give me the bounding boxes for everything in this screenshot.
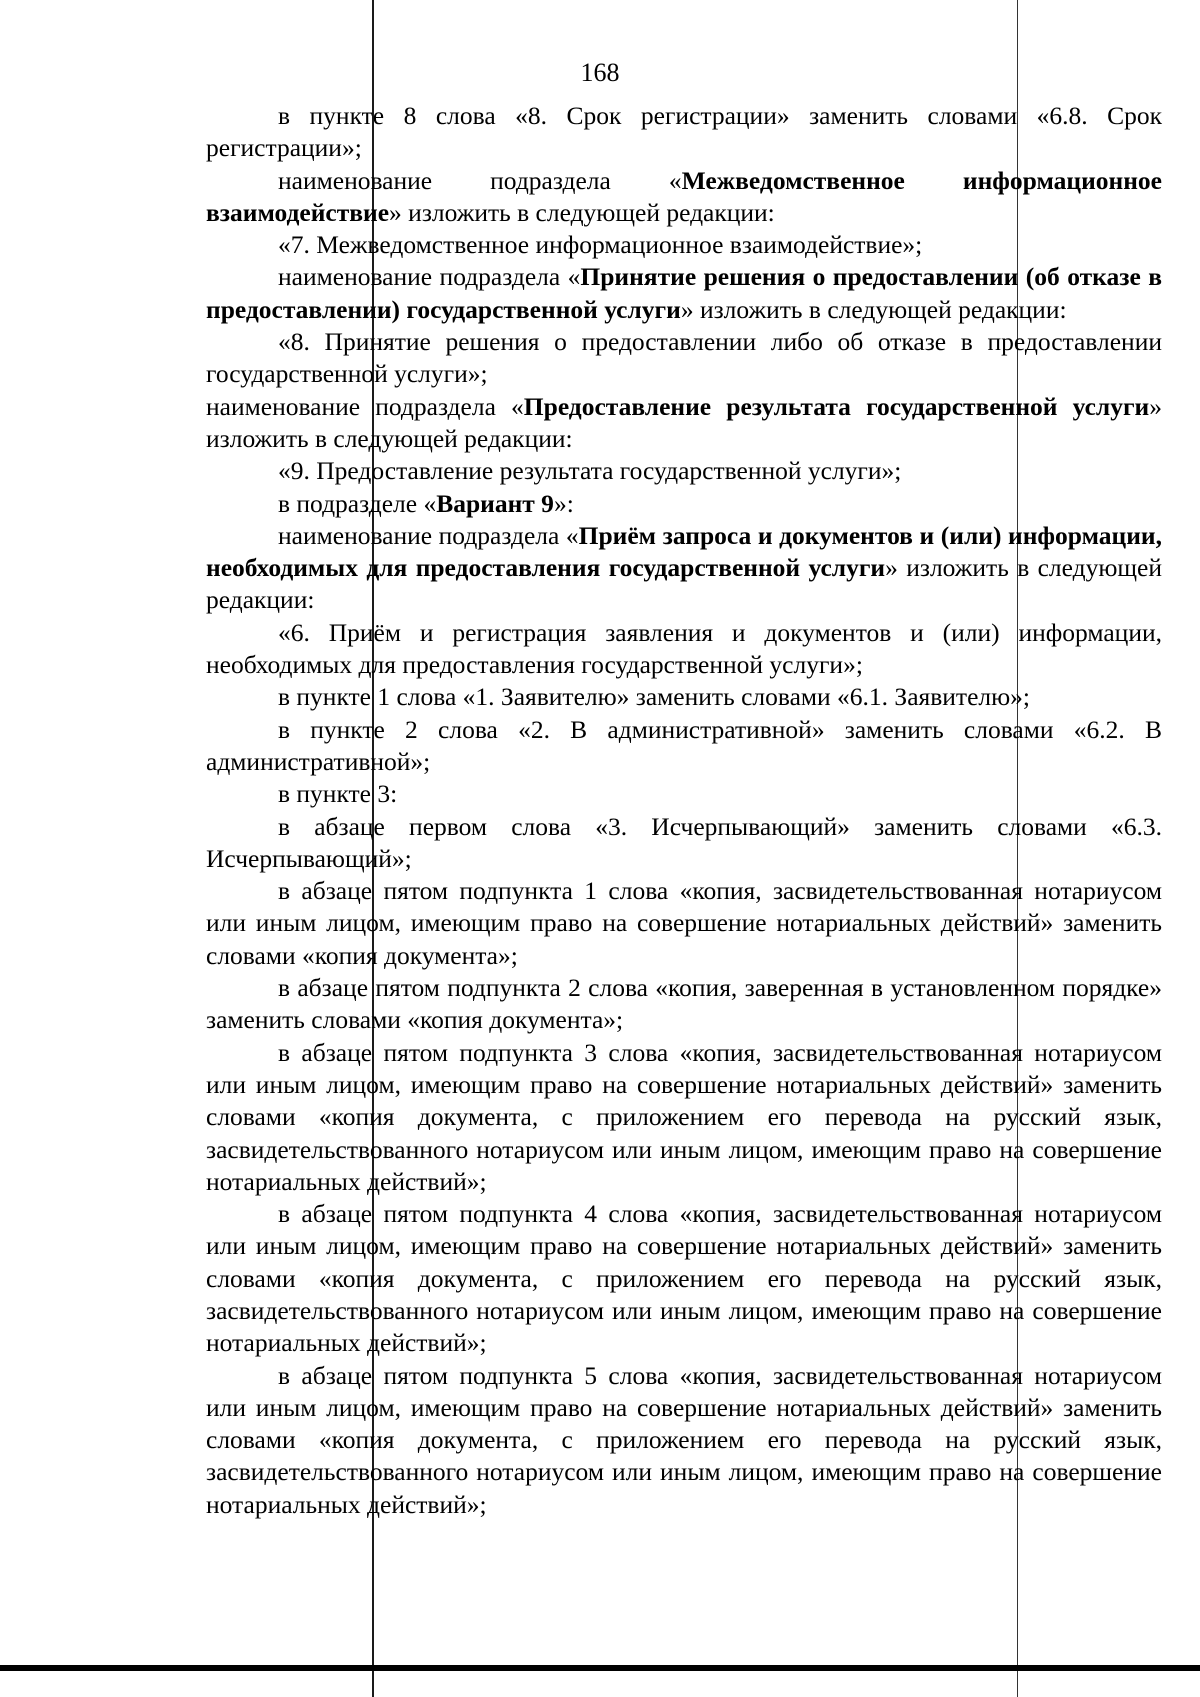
- text-run: » изложить в следующей редакции:: [680, 294, 1067, 324]
- text-run: в абзаце пятом подпункта 5 слова «копия, засвидетельствованная нотариусом или иным лицом, имеющим право на совершение нотариальных действий» заменить словами «копия документа, с приложением его перевода на русский язык, засвидетельствованного нотариусом или иным лицом, имеющим право на совершение нотариальных действий»;: [206, 1360, 1162, 1519]
- text-run: в пункте 2 слова «2. В административной» заменить словами «6.2. В административной»;: [206, 714, 1162, 776]
- paragraph: [206, 326, 1162, 391]
- paragraph: [206, 811, 1162, 876]
- text-run: в абзаце пятом подпункта 4 слова «копия, засвидетельствованная нотариусом или иным лицом, имеющим право на совершение нотариальных действий» заменить словами «копия документа, с приложением его перевода на русский язык, засвидетельствованного нотариусом или иным лицом, имеющим право на совершение нотариальных действий»;: [206, 1199, 1162, 1358]
- bold-run: Принятие решения о предоставлении (об отказе в предоставлении) государственной услуги: [206, 262, 1162, 324]
- paragraph: [206, 488, 1162, 520]
- text-run: в пункте 1 слова «1. Заявителю» заменить словами «6.1. Заявителю»;: [278, 682, 1031, 712]
- text-run: «9. Предоставление результата государственной услуги»;: [278, 456, 902, 486]
- bold-run: Приём запроса и документов и (или) информации, необходимых для предоставления государственной услуги: [206, 520, 1162, 583]
- text-run: » изложить в следующей редакции:: [206, 391, 1162, 453]
- bold-run: Вариант 9: [436, 488, 554, 518]
- text-run: в пункте 8 слова «8. Срок регистрации» заменить словами «6.8. Срок регистрации»;: [206, 101, 1162, 163]
- text-run: » изложить в следующей редакции:: [206, 553, 1162, 615]
- text-run: «7. Межведомственное информационное взаимодействие»;: [278, 230, 923, 260]
- paragraph: [206, 1037, 1162, 1198]
- paragraph: [206, 617, 1162, 682]
- text-run: наименование подраздела «: [278, 165, 682, 195]
- paragraph: [206, 714, 1162, 779]
- paragraph: [206, 100, 1162, 165]
- paragraph: [206, 681, 1162, 713]
- text-run: в пункте 3:: [278, 779, 398, 809]
- text-run: наименование подраздела «: [206, 391, 524, 421]
- paragraph: [206, 261, 1162, 326]
- text-run: «6. Приём и регистрация заявления и документов и (или) информации, необходимых для предоставления государственной услуги»;: [206, 617, 1162, 680]
- paragraph: [206, 875, 1162, 972]
- text-run: наименование подраздела «: [278, 520, 579, 550]
- paragraph: [206, 778, 1162, 810]
- document-body: [206, 100, 1162, 1521]
- paragraph: [206, 229, 1162, 261]
- text-run: в абзаце пятом подпункта 3 слова «копия, засвидетельствованная нотариусом или иным лицом, имеющим право на совершение нотариальных действий» заменить словами «копия документа, с приложением его перевода на русский язык, засвидетельствованного нотариусом или иным лицом, имеющим право на совершение нотариальных действий»;: [206, 1037, 1162, 1196]
- text-run: »:: [553, 488, 574, 518]
- text-run: наименование подраздела «: [278, 262, 581, 292]
- text-run: в абзаце пятом подпункта 1 слова «копия, засвидетельствованная нотариусом или иным лицом, имеющим право на совершение нотариальных действий» заменить словами «копия документа»;: [206, 876, 1162, 970]
- paragraph: [206, 520, 1162, 617]
- text-run: » изложить в следующей редакции:: [389, 197, 775, 227]
- paragraph: [206, 455, 1162, 487]
- scan-bottom-edge: [0, 1665, 1200, 1671]
- text-run: в подразделе «: [278, 488, 437, 518]
- text-run: в абзаце первом слова «3. Исчерпывающий» заменить словами «6.3. Исчерпывающий»;: [206, 811, 1162, 873]
- paragraph: [206, 391, 1162, 456]
- paragraph: [206, 165, 1162, 230]
- bold-run: Межведомственное информационное взаимодействие: [206, 165, 1163, 227]
- text-run: «8. Принятие решения о предоставлении либо об отказе в предоставлении государственной услуги»;: [206, 327, 1162, 389]
- paragraph: [206, 972, 1162, 1037]
- paragraph: [206, 1360, 1162, 1521]
- bold-run: Предоставление результата государственной услуги: [523, 391, 1150, 421]
- text-run: в абзаце пятом подпункта 2 слова «копия, заверенная в установленном порядке» заменить словами «копия документа»;: [206, 973, 1162, 1035]
- paragraph: [206, 1198, 1162, 1359]
- page-number: 168: [580, 58, 620, 87]
